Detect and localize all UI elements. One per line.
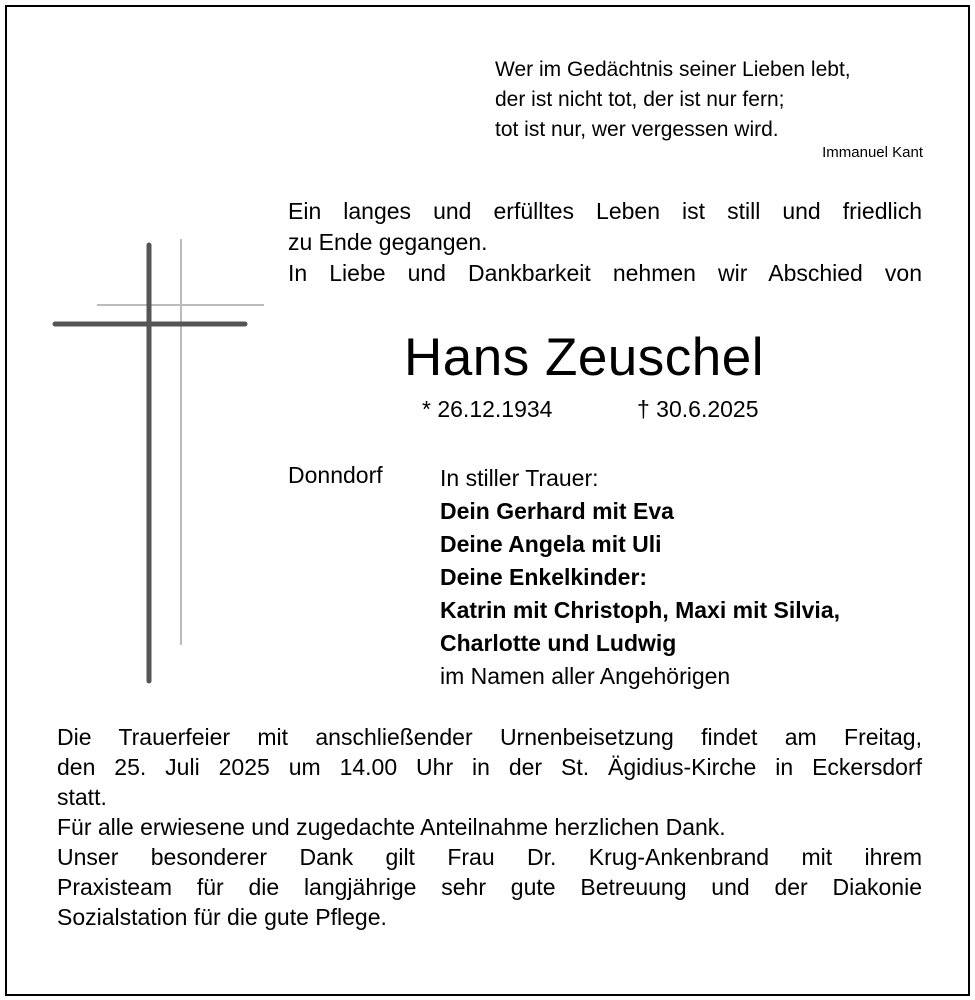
mourners-intro: In stiller Trauer: (440, 465, 599, 491)
mourner-name: Deine Angela mit Uli (440, 531, 662, 557)
intro-text (288, 196, 922, 289)
footer-line: Sozialstation für die gute Pflege. (57, 904, 387, 930)
quote-line: tot ist nur, wer vergessen wird. (495, 118, 779, 141)
intro-line: In Liebe und Dankbarkeit nehmen wir Abschied von (288, 260, 922, 286)
birth-date: * 26.12.1934 (422, 396, 553, 422)
footer-line: Unser besonderer Dank gilt Frau Dr. Krug-Ankenbrand mit ihrem (57, 844, 922, 870)
quote-line: der ist nicht tot, der ist nur fern; (495, 88, 785, 111)
deceased-name: Hans Zeuschel (404, 328, 765, 387)
footer-line: statt. (57, 784, 107, 810)
death-date: † 30.6.2025 (637, 396, 759, 422)
cross-icon (50, 235, 270, 685)
place-name: Donndorf (288, 462, 383, 488)
quote-author: Immanuel Kant (822, 144, 923, 161)
mourner-name: Charlotte und Ludwig (440, 630, 677, 656)
mourners-list (440, 462, 930, 693)
footer-line: Für alle erwiesene und zugedachte Anteilnahme herzlichen Dank. (57, 814, 726, 840)
memorial-quote (495, 55, 925, 145)
intro-line: zu Ende gegangen. (288, 229, 488, 255)
mourner-name: Deine Enkelkinder: (440, 564, 648, 590)
mourner-name: Dein Gerhard mit Eva (440, 498, 674, 524)
footer-line: Die Trauerfeier mit anschließender Urnenbeisetzung findet am Freitag, (57, 724, 922, 750)
intro-line: Ein langes und erfülltes Leben ist still und friedlich (288, 198, 922, 224)
funeral-details (57, 722, 922, 932)
footer-line: den 25. Juli 2025 um 14.00 Uhr in der St. Ägidius-Kirche in Eckersdorf (57, 754, 922, 780)
quote-line: Wer im Gedächtnis seiner Lieben lebt, (495, 58, 851, 81)
footer-line: Praxisteam für die langjährige sehr gute Betreuung und der Diakonie (57, 874, 922, 900)
mourners-closing: im Namen aller Angehörigen (440, 663, 731, 689)
mourner-name: Katrin mit Christoph, Maxi mit Silvia, (440, 597, 841, 623)
